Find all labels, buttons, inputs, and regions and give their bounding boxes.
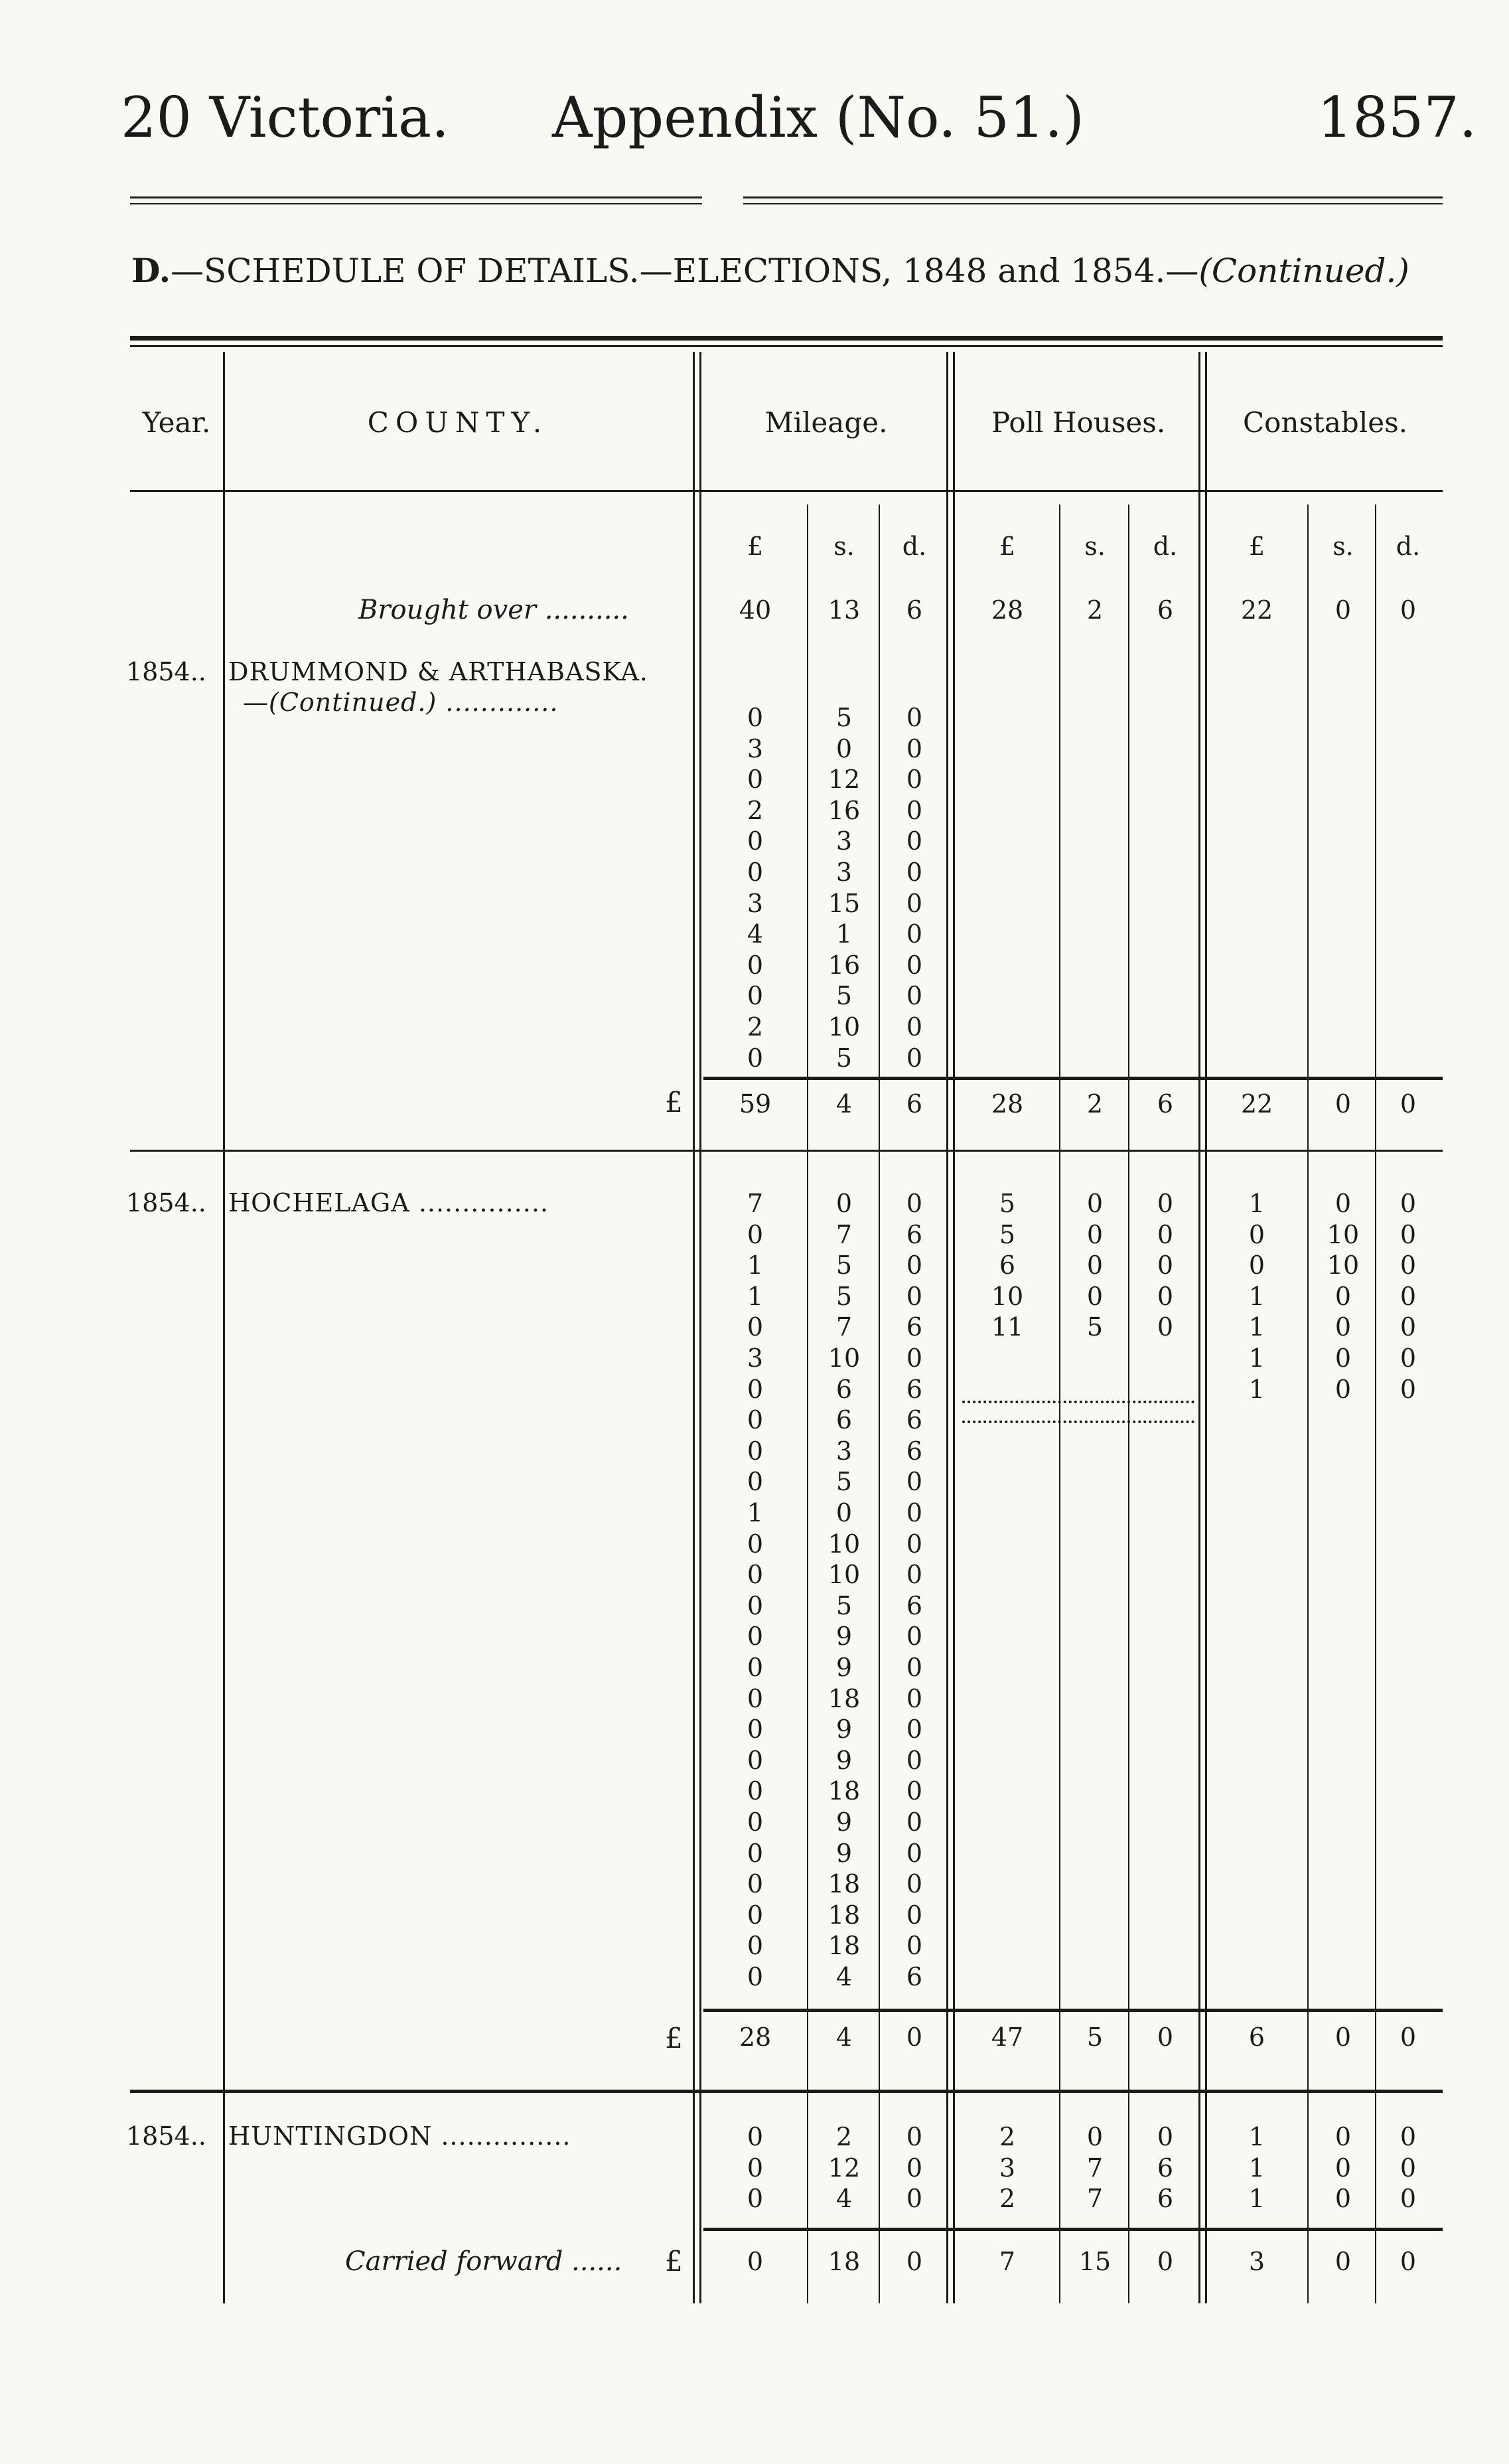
poll-house-cell: 6 <box>1157 2153 1174 2183</box>
col-county: COUNTY. <box>367 406 549 439</box>
mileage-cell: 0 <box>747 1808 764 1837</box>
mileage-cell: 9 <box>835 1622 853 1652</box>
brought-over-text: Brought over <box>358 595 536 625</box>
total-cell: 59 <box>739 1089 772 1118</box>
constable-cell: 0 <box>1248 1219 1265 1249</box>
mileage-cell: 2 <box>747 1012 764 1041</box>
huntingdon-year: 1854.. <box>126 2121 206 2151</box>
header-rule-right <box>743 196 1443 198</box>
mileage-cell: 1 <box>747 1498 764 1527</box>
total-cell: 0 <box>1400 1089 1417 1118</box>
mileage-cell: 0 <box>906 1467 923 1497</box>
col-poll-houses: Poll Houses. <box>991 406 1166 439</box>
unit-label: £ <box>999 532 1016 561</box>
unit-label: s. <box>833 532 855 561</box>
poll-house-cell: 10 <box>991 1281 1024 1311</box>
mileage-cell: 12 <box>827 2153 861 2183</box>
mileage-cell: 0 <box>747 1838 764 1868</box>
vline-ms1 <box>807 504 808 2303</box>
table-top-rule <box>130 336 1443 341</box>
unit-label: s. <box>1332 532 1354 561</box>
poll-house-cell: 0 <box>1157 1281 1174 1311</box>
mileage-cell: 0 <box>747 826 764 856</box>
constable-cell: 0 <box>1400 1281 1417 1311</box>
brought-over-value: 0 <box>1334 595 1352 625</box>
drummond-county: DRUMMOND & ARTHABASKA. <box>228 657 648 686</box>
mileage-cell: 0 <box>747 1962 764 1991</box>
total-cell: 0 <box>1157 2023 1174 2052</box>
mileage-cell: 0 <box>906 1281 923 1311</box>
mileage-cell: 0 <box>835 733 853 763</box>
constable-cell: 1 <box>1248 1344 1265 1373</box>
mileage-cell: 7 <box>835 1219 853 1249</box>
brought-over-value: 22 <box>1240 595 1273 625</box>
mileage-cell: 0 <box>747 1776 764 1806</box>
table-top-rule-2 <box>130 345 1443 347</box>
mileage-cell: 0 <box>747 1900 764 1930</box>
schedule-title <box>131 251 1409 290</box>
total-cell: 47 <box>991 2023 1024 2052</box>
mileage-cell: 0 <box>906 950 923 980</box>
hochelaga-county-leader: ............... <box>409 1188 549 1217</box>
mileage-cell: 0 <box>906 1808 923 1837</box>
unit-label: d. <box>902 532 927 561</box>
mileage-cell: 5 <box>835 1467 853 1497</box>
mileage-cell: 3 <box>835 858 853 887</box>
constable-cell: 0 <box>1400 2153 1417 2183</box>
mileage-cell: 0 <box>906 1529 923 1559</box>
total-cell: 0 <box>1400 2023 1417 2052</box>
poll-house-cell: 7 <box>1086 2153 1104 2183</box>
mileage-cell: 0 <box>906 703 923 732</box>
total-cell: 6 <box>1157 1089 1174 1118</box>
constable-cell: 0 <box>1334 2153 1352 2183</box>
poll-house-cell: 0 <box>1086 1251 1104 1280</box>
mileage-cell: 18 <box>827 1869 861 1899</box>
hochelaga-county <box>228 1188 549 1217</box>
carried-forward-value: 3 <box>1248 2247 1265 2276</box>
poll-house-cell: 0 <box>1157 1189 1174 1218</box>
unit-label: £ <box>1248 532 1265 561</box>
vline-county-2 <box>699 352 701 2303</box>
mileage-cell: 10 <box>827 1344 861 1373</box>
col-mileage: Mileage. <box>764 406 888 439</box>
mileage-cell: 0 <box>906 858 923 887</box>
constable-cell: 0 <box>1334 2122 1352 2151</box>
mileage-cell: 0 <box>906 1838 923 1868</box>
hochelaga-total-rule <box>703 2009 1443 2012</box>
carried-rule <box>703 2228 1443 2231</box>
mileage-cell: 10 <box>827 1012 861 1041</box>
mileage-cell: 0 <box>747 1405 764 1435</box>
mileage-cell: 0 <box>906 765 923 795</box>
mileage-cell: 0 <box>835 1498 853 1527</box>
mileage-cell: 6 <box>906 1405 923 1435</box>
mileage-cell: 0 <box>747 1653 764 1682</box>
vline-ms2 <box>879 504 880 2303</box>
huntingdon-county <box>228 2121 571 2151</box>
constable-cell: 1 <box>1248 2153 1265 2183</box>
constable-cell: 0 <box>1400 1374 1417 1404</box>
mileage-cell: 6 <box>835 1405 853 1435</box>
brought-over-value: 40 <box>739 595 772 625</box>
mileage-cell: 0 <box>906 1012 923 1041</box>
mileage-cell: 5 <box>835 1590 853 1620</box>
mileage-cell: 0 <box>747 703 764 732</box>
constable-cell: 0 <box>1400 2122 1417 2151</box>
constable-cell: 10 <box>1327 1219 1360 1249</box>
mileage-cell: 0 <box>747 858 764 887</box>
mileage-cell: 0 <box>906 1776 923 1806</box>
mileage-cell: 4 <box>835 2184 853 2214</box>
vline-county <box>693 352 695 2303</box>
mileage-cell: 0 <box>906 2122 923 2151</box>
mileage-cell: 0 <box>906 1869 923 1899</box>
carried-forward-value: 15 <box>1078 2247 1112 2276</box>
total-cell: 6 <box>906 1089 923 1118</box>
mileage-cell: 0 <box>747 1560 764 1590</box>
poll-house-cell: 0 <box>1086 1281 1104 1311</box>
poll-house-cell: 0 <box>1086 1189 1104 1218</box>
drummond-total-rule <box>703 1077 1443 1080</box>
mileage-cell: 9 <box>835 1838 853 1868</box>
mileage-cell: 7 <box>835 1312 853 1342</box>
mileage-cell: 3 <box>747 1344 764 1373</box>
mileage-cell: 0 <box>906 1900 923 1930</box>
poll-house-cell: 0 <box>1086 1219 1104 1249</box>
col-constables: Constables. <box>1242 406 1408 439</box>
mileage-cell: 0 <box>747 1869 764 1899</box>
carried-forward-value: 7 <box>999 2247 1016 2276</box>
mileage-cell: 0 <box>747 2184 764 2214</box>
mileage-cell: 0 <box>747 2122 764 2151</box>
brought-over-value: 6 <box>906 595 923 625</box>
mileage-cell: 18 <box>827 1931 861 1961</box>
poll-house-cell: 0 <box>1086 2122 1104 2151</box>
mileage-cell: 0 <box>747 1467 764 1497</box>
unit-label: £ <box>747 532 764 561</box>
total-cell: 28 <box>739 2023 772 2052</box>
mileage-cell: 18 <box>827 1776 861 1806</box>
carried-forward-text: Carried forward <box>345 2246 563 2277</box>
carried-forward-label <box>345 2246 622 2277</box>
title-text: —SCHEDULE OF DETAILS.—ELECTIONS, 1848 and 1854.— <box>170 252 1199 290</box>
poll-house-cell: 0 <box>1157 2122 1174 2151</box>
constable-cell: 0 <box>1400 1344 1417 1373</box>
mileage-cell: 0 <box>747 1529 764 1559</box>
total-cell: 0 <box>906 2023 923 2052</box>
mileage-cell: 1 <box>835 919 853 949</box>
mileage-cell: 18 <box>827 1683 861 1713</box>
drummond-cont-leader: ............. <box>437 688 559 717</box>
mileage-cell: 0 <box>906 1189 923 1218</box>
mileage-cell: 0 <box>906 981 923 1011</box>
mileage-cell: 6 <box>906 1219 923 1249</box>
drummond-county-cont <box>243 688 558 717</box>
brought-over-value: 0 <box>1400 595 1417 625</box>
poll-house-cell: 0 <box>1157 1219 1174 1249</box>
mileage-cell: 0 <box>747 1374 764 1404</box>
huntingdon-county-text: HUNTINGDON <box>228 2121 433 2151</box>
mileage-cell: 4 <box>747 919 764 949</box>
mileage-cell: 1 <box>747 1251 764 1280</box>
mileage-cell: 0 <box>747 1622 764 1652</box>
mileage-cell: 9 <box>835 1653 853 1682</box>
header-rule-left <box>130 196 702 198</box>
carried-forward-value: 18 <box>827 2247 861 2276</box>
title-lead: D. <box>131 251 171 290</box>
constable-cell: 0 <box>1334 1312 1352 1342</box>
total-cell: 22 <box>1240 1089 1273 1118</box>
poll-house-cell: 5 <box>999 1189 1016 1218</box>
mileage-cell: 9 <box>835 1745 853 1775</box>
mileage-cell: 18 <box>827 1900 861 1930</box>
mileage-cell: 6 <box>906 1436 923 1466</box>
mileage-cell: 0 <box>906 2184 923 2214</box>
mileage-cell: 5 <box>835 1251 853 1280</box>
hochelaga-total-pound: £ <box>665 2022 683 2054</box>
poll-house-cell: 5 <box>1086 1312 1104 1342</box>
mileage-cell: 0 <box>906 795 923 825</box>
mileage-cell: 0 <box>906 826 923 856</box>
mileage-cell: 3 <box>747 888 764 918</box>
poll-house-cell: 11 <box>991 1312 1024 1342</box>
poll-house-cell: 7 <box>1086 2184 1104 2214</box>
mileage-cell: 0 <box>835 1189 853 1218</box>
mileage-cell: 7 <box>747 1189 764 1218</box>
constable-cell: 1 <box>1248 1374 1265 1404</box>
mileage-cell: 2 <box>835 2122 853 2151</box>
brought-over-label <box>358 595 629 625</box>
constable-cell: 0 <box>1334 1344 1352 1373</box>
header-rule-right-2 <box>743 203 1443 204</box>
mileage-cell: 3 <box>835 1436 853 1466</box>
mileage-cell: 0 <box>906 733 923 763</box>
drummond-cont-text: —(Continued.) <box>243 688 437 717</box>
vline-ps2 <box>1128 504 1129 2303</box>
constable-cell: 0 <box>1400 1189 1417 1218</box>
mileage-cell: 0 <box>906 1653 923 1682</box>
poll-house-cell: 3 <box>999 2153 1016 2183</box>
carried-forward-value: 0 <box>1157 2247 1174 2276</box>
poll-house-cell: 5 <box>999 1219 1016 1249</box>
poll-house-cell: 6 <box>999 1251 1016 1280</box>
total-cell: 0 <box>1334 2023 1352 2052</box>
mileage-cell: 5 <box>835 1281 853 1311</box>
constable-cell: 0 <box>1334 2184 1352 2214</box>
mileage-cell: 5 <box>835 703 853 732</box>
mileage-cell: 6 <box>835 1374 853 1404</box>
mileage-cell: 0 <box>747 1745 764 1775</box>
brought-over-value: 2 <box>1086 595 1104 625</box>
total-cell: 28 <box>991 1089 1024 1118</box>
poll-house-cell: 2 <box>999 2122 1016 2151</box>
brought-over-leader: .......... <box>536 595 629 625</box>
mileage-cell: 6 <box>906 1312 923 1342</box>
constable-cell: 1 <box>1248 1189 1265 1218</box>
unit-label: d. <box>1396 532 1421 561</box>
mileage-cell: 0 <box>747 981 764 1011</box>
constable-cell: 1 <box>1248 1281 1265 1311</box>
mileage-cell: 0 <box>747 2153 764 2183</box>
mileage-cell: 0 <box>906 888 923 918</box>
constable-cell: 0 <box>1248 1251 1265 1280</box>
mileage-cell: 0 <box>906 1043 923 1073</box>
mileage-cell: 0 <box>747 1715 764 1744</box>
mileage-cell: 3 <box>835 826 853 856</box>
brought-over-value: 13 <box>827 595 861 625</box>
mileage-cell: 6 <box>906 1374 923 1404</box>
mileage-cell: 9 <box>835 1808 853 1837</box>
mileage-cell: 10 <box>827 1560 861 1590</box>
mileage-cell: 0 <box>747 950 764 980</box>
carried-forward-value: 0 <box>906 2247 923 2276</box>
mileage-cell: 0 <box>906 1560 923 1590</box>
header-bottom-rule <box>130 490 1443 492</box>
drummond-year: 1854.. <box>126 657 206 686</box>
constable-cell: 10 <box>1327 1251 1360 1280</box>
poll-house-cell: 2 <box>999 2184 1016 2214</box>
mileage-cell: 16 <box>827 795 861 825</box>
total-cell: 0 <box>1334 1089 1352 1118</box>
total-cell: 5 <box>1086 2023 1104 2052</box>
drummond-total-pound: £ <box>665 1086 683 1118</box>
mileage-cell: 15 <box>827 888 861 918</box>
carried-forward-value: 0 <box>747 2247 764 2276</box>
huntingdon-county-leader: ............... <box>432 2121 571 2151</box>
mileage-cell: 6 <box>906 1962 923 1991</box>
unit-label: d. <box>1153 532 1178 561</box>
mileage-cell: 0 <box>747 1312 764 1342</box>
header-left: 20 Victoria. <box>121 85 449 150</box>
mileage-cell: 10 <box>827 1529 861 1559</box>
constable-cell: 1 <box>1248 2184 1265 2214</box>
mileage-cell: 16 <box>827 950 861 980</box>
mileage-cell: 0 <box>906 1745 923 1775</box>
carried-forward-leader: ...... <box>563 2246 622 2277</box>
poll-house-cell: 0 <box>1157 1251 1174 1280</box>
mileage-cell: 0 <box>906 1931 923 1961</box>
mileage-cell: 0 <box>906 1622 923 1652</box>
header-center: Appendix (No. 51.) <box>552 85 1084 150</box>
total-cell: 4 <box>835 2023 853 2052</box>
vline-ps1 <box>1059 504 1060 2303</box>
vline-cs1 <box>1307 504 1309 2303</box>
carried-forward-value: 0 <box>1400 2247 1417 2276</box>
carried-forward-value: 0 <box>1334 2247 1352 2276</box>
poll-house-cell: 0 <box>1157 1312 1174 1342</box>
mileage-cell: 5 <box>835 981 853 1011</box>
mileage-cell: 12 <box>827 765 861 795</box>
vline-year <box>223 352 225 2303</box>
mileage-cell: 0 <box>747 1043 764 1073</box>
mileage-cell: 0 <box>906 919 923 949</box>
total-cell: 2 <box>1086 1089 1104 1118</box>
poll-house-cell: 6 <box>1157 2184 1174 2214</box>
drummond-end-rule <box>130 1150 1443 1152</box>
unit-label: s. <box>1084 532 1106 561</box>
constable-cell: 0 <box>1334 1281 1352 1311</box>
mileage-cell: 0 <box>747 1931 764 1961</box>
mileage-cell: 0 <box>906 1251 923 1280</box>
mileage-cell: 0 <box>906 1498 923 1527</box>
poll-dotted-leader-1 <box>962 1401 1194 1403</box>
constable-cell: 0 <box>1334 1189 1352 1218</box>
constable-cell: 0 <box>1400 2184 1417 2214</box>
mileage-cell: 0 <box>906 1715 923 1744</box>
mileage-cell: 0 <box>906 1344 923 1373</box>
mileage-cell: 6 <box>906 1590 923 1620</box>
mileage-cell: 5 <box>835 1043 853 1073</box>
constable-cell: 0 <box>1400 1219 1417 1249</box>
constable-cell: 0 <box>1334 1374 1352 1404</box>
constable-cell: 0 <box>1400 1312 1417 1342</box>
mileage-cell: 9 <box>835 1715 853 1744</box>
mileage-cell: 0 <box>747 765 764 795</box>
mileage-cell: 0 <box>747 1683 764 1713</box>
mileage-cell: 0 <box>747 1590 764 1620</box>
header-rule-left-2 <box>130 203 702 204</box>
mileage-cell: 0 <box>747 1436 764 1466</box>
brought-over-value: 28 <box>991 595 1024 625</box>
constable-cell: 0 <box>1400 1251 1417 1280</box>
constable-cell: 1 <box>1248 1312 1265 1342</box>
total-cell: 6 <box>1248 2023 1265 2052</box>
poll-dotted-leader-2 <box>962 1421 1194 1423</box>
carried-forward-pound: £ <box>665 2245 683 2277</box>
hochelaga-end-rule <box>130 2090 1443 2093</box>
title-continued: (Continued.) <box>1198 252 1409 290</box>
mileage-cell: 0 <box>906 2153 923 2183</box>
total-cell: 4 <box>835 1089 853 1118</box>
mileage-cell: 0 <box>906 1683 923 1713</box>
header-right: 1857. <box>1317 85 1477 150</box>
hochelaga-year: 1854.. <box>126 1188 206 1217</box>
mileage-cell: 0 <box>747 1219 764 1249</box>
col-year: Year. <box>142 406 211 439</box>
mileage-cell: 4 <box>835 1962 853 1991</box>
constable-cell: 1 <box>1248 2122 1265 2151</box>
hochelaga-county-text: HOCHELAGA <box>228 1188 410 1217</box>
mileage-cell: 3 <box>747 733 764 763</box>
brought-over-value: 6 <box>1157 595 1174 625</box>
mileage-cell: 2 <box>747 795 764 825</box>
mileage-cell: 1 <box>747 1281 764 1311</box>
